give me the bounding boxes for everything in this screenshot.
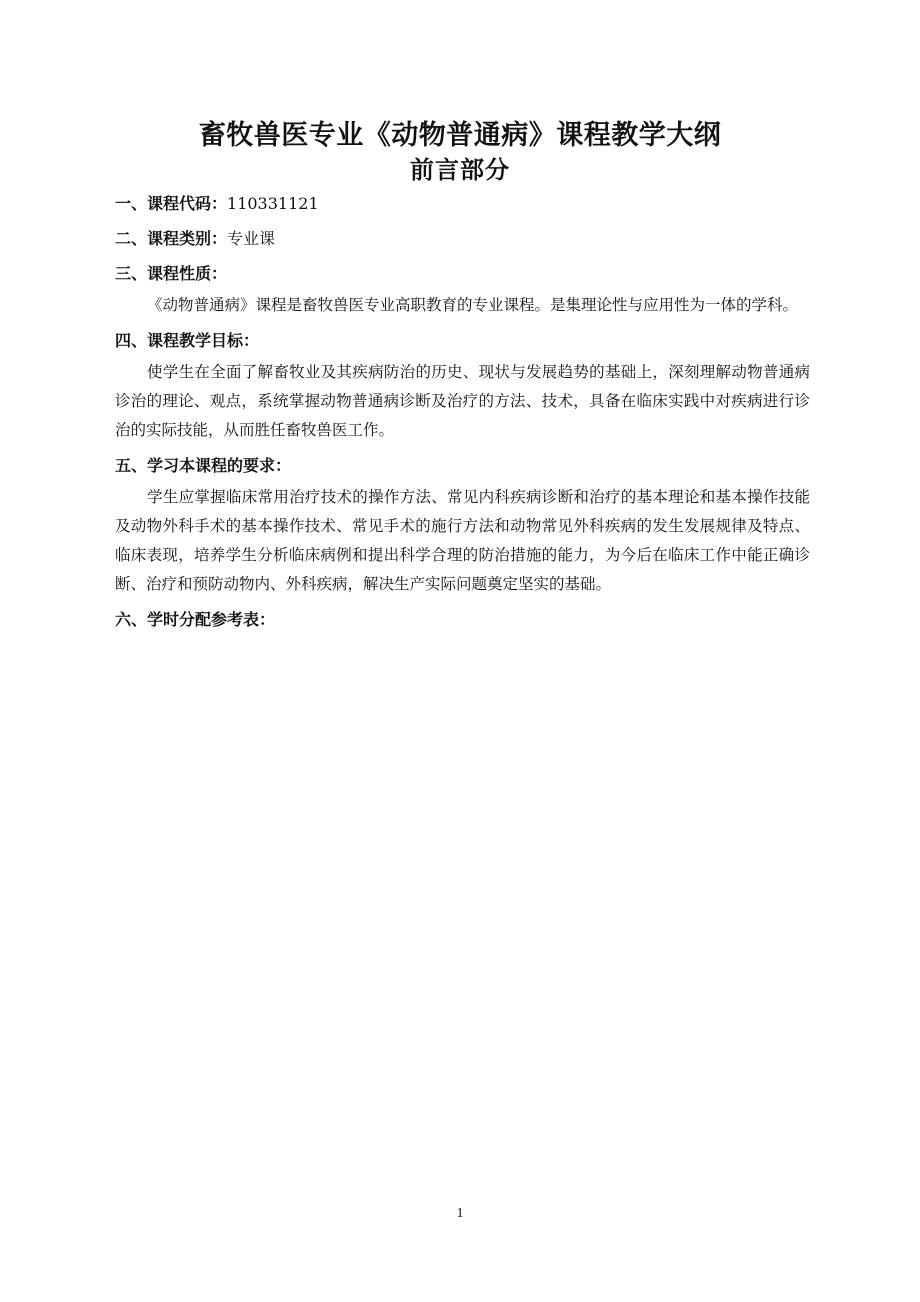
section-value: 专业课 <box>227 229 276 248</box>
section-label: 二、课程类别： <box>115 229 228 248</box>
section-label: 四、课程教学目标： <box>115 331 260 350</box>
document-body <box>115 186 810 637</box>
section-paragraph-course-nature: 《动物普通病》课程是畜牧兽医专业高职教育的专业课程。是集理论性与应用性为一体的学科。 <box>147 296 799 314</box>
section-value: 110331121 <box>227 194 319 213</box>
page-number: 1 <box>456 1206 464 1221</box>
section-heading-course-nature <box>115 256 810 291</box>
section-heading-teaching-goals <box>115 323 810 358</box>
section-heading-course-requirements <box>115 448 810 483</box>
section-heading-course-code <box>115 186 810 221</box>
section-label: 一、课程代码： <box>115 194 228 213</box>
document-title: 畜牧兽医专业《动物普通病》课程教学大纲 <box>198 120 722 151</box>
section-heading-hours-table <box>115 602 810 637</box>
section-paragraph-teaching-goals: 使学生在全面了解畜牧业及其疾病防治的历史、现状与发展趋势的基础上，深刻理解动物普通病诊治的理论、观点，系统掌握动物普通病诊断及治疗的方法、技术，具备在临床实践中对疾病进行诊治的实际技能，从而胜任畜牧兽医工作。 <box>115 363 810 439</box>
section-label: 三、课程性质： <box>115 264 228 283</box>
section-label: 五、学习本课程的要求： <box>115 456 292 475</box>
section-heading-course-category <box>115 221 810 256</box>
document-subtitle: 前言部分 <box>410 156 510 184</box>
section-paragraph-course-requirements: 学生应掌握临床常用治疗技术的操作方法、常见内科疾病诊断和治疗的基本理论和基本操作技能及动物外科手术的基本操作技术、常见手术的施行方法和动物常见外科疾病的发生发展规律及特点、临床表现，培养学生分析临床病例和提出科学合理的防治措施的能力，为今后在临床工作中能正确诊断、治疗和预防动物内、外科疾病，解决生产实际问题奠定坚实的基础。 <box>115 488 810 593</box>
section-label: 六、学时分配参考表： <box>115 610 276 629</box>
